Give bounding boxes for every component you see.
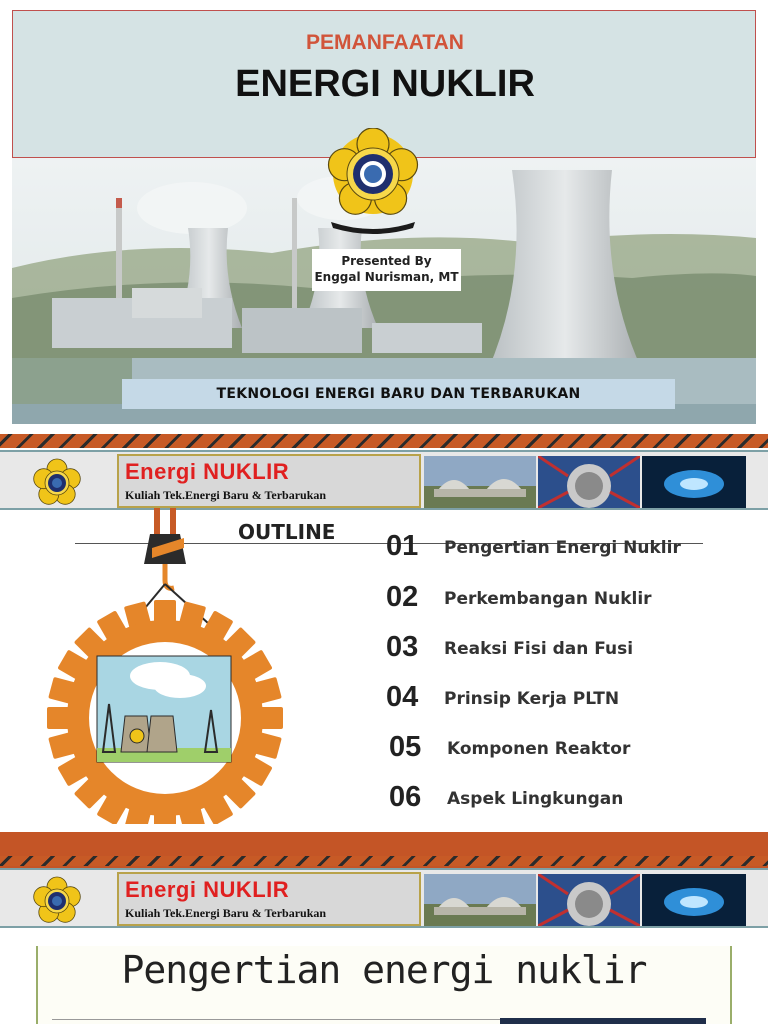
outline-label: Komponen Reaktor (447, 739, 631, 759)
reactor-glow-photo (642, 456, 746, 508)
outline-number: 05 (389, 731, 422, 763)
outline-label: Perkembangan Nuklir (444, 589, 652, 609)
pre-title: PEMANFAATAN (306, 31, 464, 54)
hazard-stripe (0, 856, 768, 866)
header-title: Energi NUKLIR (125, 459, 290, 484)
outline-number: 04 (386, 681, 419, 713)
outline-label: Reaksi Fisi dan Fusi (444, 639, 634, 659)
outline-number: 02 (386, 581, 419, 613)
title-slide (12, 10, 756, 424)
presenter-name: Enggal Nurisman, MT (314, 270, 459, 284)
course-title: TEKNOLOGI ENERGI BARU DAN TERBARUKAN (122, 379, 675, 409)
presented-by-label: Presented By (341, 254, 432, 268)
university-logo (325, 128, 421, 234)
reactor-core-photo (538, 874, 640, 926)
header-bar (0, 450, 768, 510)
main-title: ENERGI NUKLIR (235, 63, 535, 105)
outline-number: 03 (386, 631, 419, 663)
header-subtitle: Kuliah Tek.Energi Baru & Terbarukan (125, 488, 327, 502)
reactor-dome-photo (424, 456, 536, 508)
outline-heading: OUTLINE (238, 520, 336, 544)
crane-gear-illustration (40, 508, 290, 824)
outline-label: Prinsip Kerja PLTN (444, 689, 620, 709)
reactor-glow-photo (642, 874, 746, 926)
slide3-title: Pengertian energi nuklir (121, 948, 647, 992)
outline-number: 06 (389, 781, 422, 813)
hazard-stripe (0, 434, 768, 448)
header-subtitle: Kuliah Tek.Energi Baru & Terbarukan (125, 906, 327, 920)
presenter-box (312, 249, 461, 291)
university-logo (28, 458, 86, 508)
header-bar (0, 868, 768, 928)
slide3-header (0, 868, 768, 948)
content-image-edge (500, 1018, 706, 1024)
outline-number: 01 (386, 530, 419, 562)
university-logo (28, 876, 86, 926)
outline-label: Aspek Lingkungan (447, 789, 624, 809)
reactor-core-photo (538, 456, 640, 508)
outline-label: Pengertian Energi Nuklir (444, 538, 681, 558)
header-title: Energi NUKLIR (125, 877, 290, 902)
slide2-header (0, 434, 768, 514)
header-title-box (117, 872, 421, 926)
header-title-box (117, 454, 421, 508)
reactor-dome-photo (424, 874, 536, 926)
